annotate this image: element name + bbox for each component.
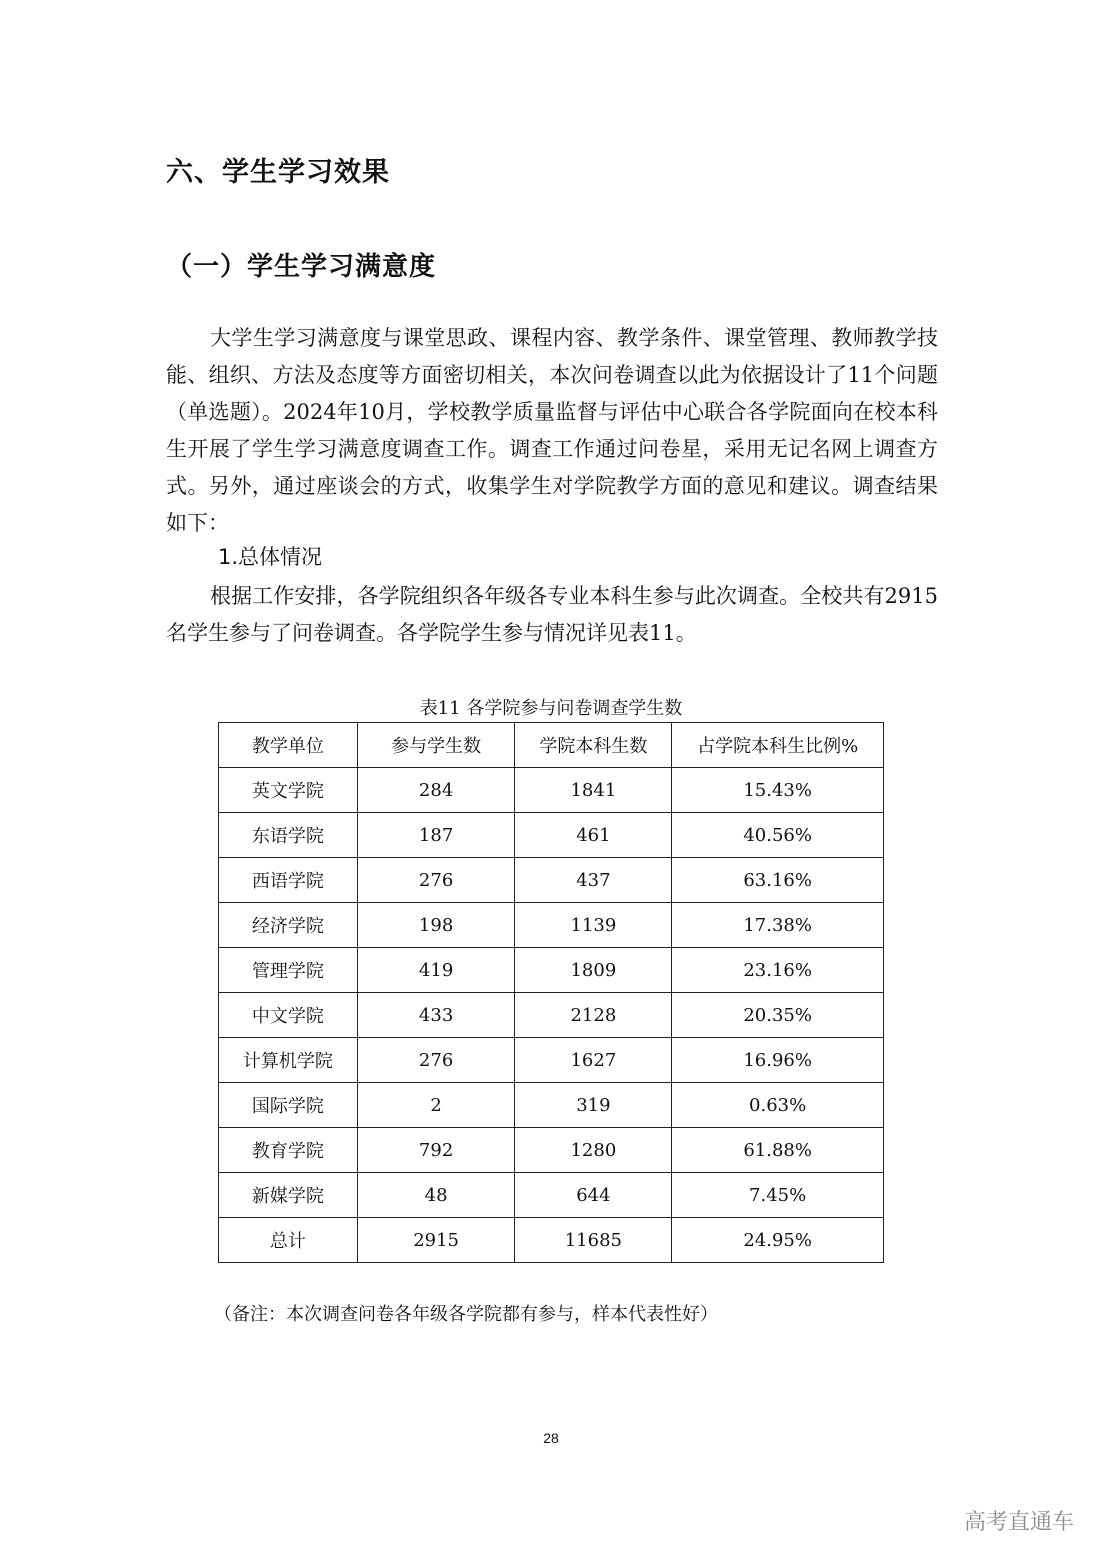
intro-paragraph: 大学生学习满意度与课堂思政、课程内容、教学条件、课堂管理、教师教学技能、组织、方法及态度等方面密切相关，本次问卷调查以此为依据设计了11个问题（单选题）。2024年10月，学校教学质量监督与评估中心联合各学院面向在校本科生开展了学生学习满意度调查工作。调查工作通过问卷星，采用无记名网上调查方式。另外，通过座谈会的方式，收集学生对学院教学方面的意见和建议。调查结果如下： — [166, 326, 938, 535]
table-cell: 经济学院 — [219, 903, 358, 948]
table-cell: 2128 — [515, 993, 672, 1038]
table-cell: 1627 — [515, 1038, 672, 1083]
watermark-text: 高考直通车 — [963, 1510, 1074, 1535]
table-total-row — [219, 1218, 884, 1263]
table-cell: 792 — [357, 1128, 515, 1173]
table-cell: 1139 — [515, 903, 672, 948]
table-header-row — [219, 723, 884, 768]
page-number: 28 — [543, 1430, 559, 1446]
table-cell: 63.16% — [672, 858, 884, 903]
table-cell: 17.38% — [672, 903, 884, 948]
section-title: 六、学生学习效果 — [166, 157, 390, 188]
table-cell: 433 — [357, 993, 515, 1038]
table-cell: 总计 — [219, 1218, 358, 1263]
table-row — [219, 768, 884, 813]
table-cell: 西语学院 — [219, 858, 358, 903]
table-cell: 40.56% — [672, 813, 884, 858]
table-cell: 7.45% — [672, 1173, 884, 1218]
table-cell: 国际学院 — [219, 1083, 358, 1128]
table-row — [219, 1128, 884, 1173]
table-cell: 1809 — [515, 948, 672, 993]
header-cell-participants: 参与学生数 — [357, 723, 515, 768]
table-cell: 284 — [357, 768, 515, 813]
table-cell: 2 — [357, 1083, 515, 1128]
table-note: （备注：本次调查问卷各年级各学院都有参与，样本代表性好） — [214, 1304, 718, 1325]
table-cell: 419 — [357, 948, 515, 993]
table-cell: 437 — [515, 858, 672, 903]
table-cell: 1280 — [515, 1128, 672, 1173]
table-cell: 644 — [515, 1173, 672, 1218]
table-cell: 教育学院 — [219, 1128, 358, 1173]
table-cell: 16.96% — [672, 1038, 884, 1083]
header-cell-ratio: 占学院本科生比例% — [672, 723, 884, 768]
table-cell: 0.63% — [672, 1083, 884, 1128]
table-cell: 24.95% — [672, 1218, 884, 1263]
table-row — [219, 813, 884, 858]
table-cell: 61.88% — [672, 1128, 884, 1173]
table-cell: 198 — [357, 903, 515, 948]
table-row — [219, 903, 884, 948]
subsection-title: （一）学生学习满意度 — [166, 252, 437, 282]
table-cell: 15.43% — [672, 768, 884, 813]
table-cell: 276 — [357, 858, 515, 903]
table-cell: 东语学院 — [219, 813, 358, 858]
table-row — [219, 858, 884, 903]
overall-paragraph: 根据工作安排，各学院组织各年级各专业本科生参与此次调查。全校共有2915名学生参与了问卷调查。各学院学生参与情况详见表11。 — [166, 584, 938, 645]
table-row — [219, 1038, 884, 1083]
overall-heading: 1.总体情况 — [218, 545, 323, 569]
table-cell: 276 — [357, 1038, 515, 1083]
table-cell: 48 — [357, 1173, 515, 1218]
table-cell: 计算机学院 — [219, 1038, 358, 1083]
table-cell: 1841 — [515, 768, 672, 813]
table-cell: 管理学院 — [219, 948, 358, 993]
table-cell: 中文学院 — [219, 993, 358, 1038]
table-row — [219, 993, 884, 1038]
table-cell: 319 — [515, 1083, 672, 1128]
table-cell: 187 — [357, 813, 515, 858]
table-row — [219, 948, 884, 993]
table-cell: 11685 — [515, 1218, 672, 1263]
table-cell: 20.35% — [672, 993, 884, 1038]
table-row — [219, 1173, 884, 1218]
table-cell: 2915 — [357, 1218, 515, 1263]
participation-table — [218, 722, 884, 1263]
table-cell: 英文学院 — [219, 768, 358, 813]
table-cell: 23.16% — [672, 948, 884, 993]
table-row — [219, 1083, 884, 1128]
table-cell: 新媒学院 — [219, 1173, 358, 1218]
table-body — [219, 768, 884, 1263]
table-caption: 表11 各学院参与问卷调查学生数 — [419, 698, 683, 719]
header-cell-undergrads: 学院本科生数 — [515, 723, 672, 768]
table-cell: 461 — [515, 813, 672, 858]
header-cell-unit: 教学单位 — [219, 723, 358, 768]
